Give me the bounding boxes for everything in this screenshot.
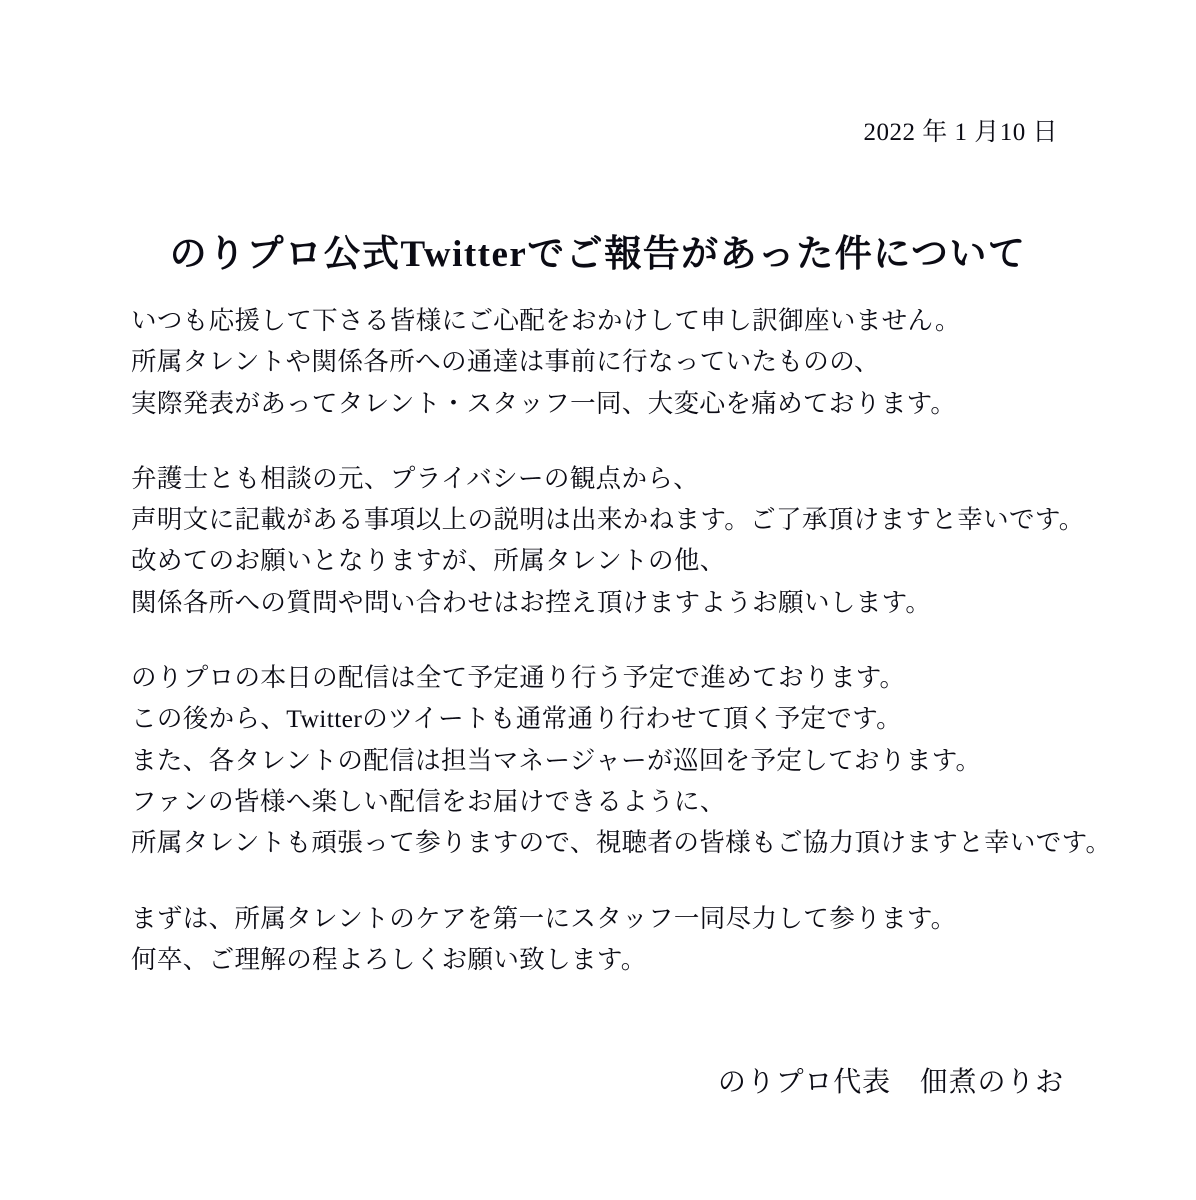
document-signature: のりプロ代表 佃煮のりお: [717, 1067, 1064, 1098]
document-date: 2022 年 1 月10 日: [863, 119, 1058, 146]
body-line: まずは、所属タレントのケアを第一にスタッフ一同尽力して参ります。: [131, 903, 957, 933]
body-line: また、各タレントの配信は担当マネージャーが巡回を予定しております。: [131, 745, 982, 775]
body-line: のりプロの本日の配信は全て予定通り行う予定で進めております。: [131, 663, 906, 693]
body-line: 何卒、ご理解の程よろしくお願い致します。: [131, 944, 647, 974]
body-line: この後から、Twitterのツイートも通常通り行わせて頂く予定です。: [131, 704, 902, 734]
paragraph-4: [131, 898, 1091, 981]
body-line: 改めてのお願いとなりますが、所属タレントの他、: [131, 546, 726, 576]
body-line: 声明文に記載がある事項以上の説明は出来かねます。ご了承頂けますと幸いです。: [131, 505, 1085, 535]
body-line: ファンの皆様へ楽しい配信をお届けできるように、: [131, 786, 726, 816]
body-line: 弁護士とも相談の元、プライバシーの観点から、: [131, 463, 700, 493]
paragraph-2: [131, 458, 1091, 623]
body-line: いつも応援して下さる皆様にご心配をおかけして申し訳御座いません。: [131, 306, 961, 335]
body-line: 所属タレントや関係各所への通達は事前に行なっていたものの、: [131, 347, 880, 377]
body-line: 所属タレントも頑張って参りますので、視聴者の皆様もご協力頂けますと幸いです。: [131, 828, 1112, 858]
body-line: 関係各所への質問や問い合わせはお控え頂けますようお願いします。: [131, 587, 932, 617]
paragraph-3: [131, 657, 1112, 863]
page-title: のりプロ公式Twitterでご報告があった件について: [169, 233, 1027, 275]
document-body: [131, 300, 1112, 980]
paragraph-1: [131, 300, 1091, 424]
body-line: 実際発表があってタレント・スタッフ一同、大変心を痛めております。: [131, 388, 957, 418]
